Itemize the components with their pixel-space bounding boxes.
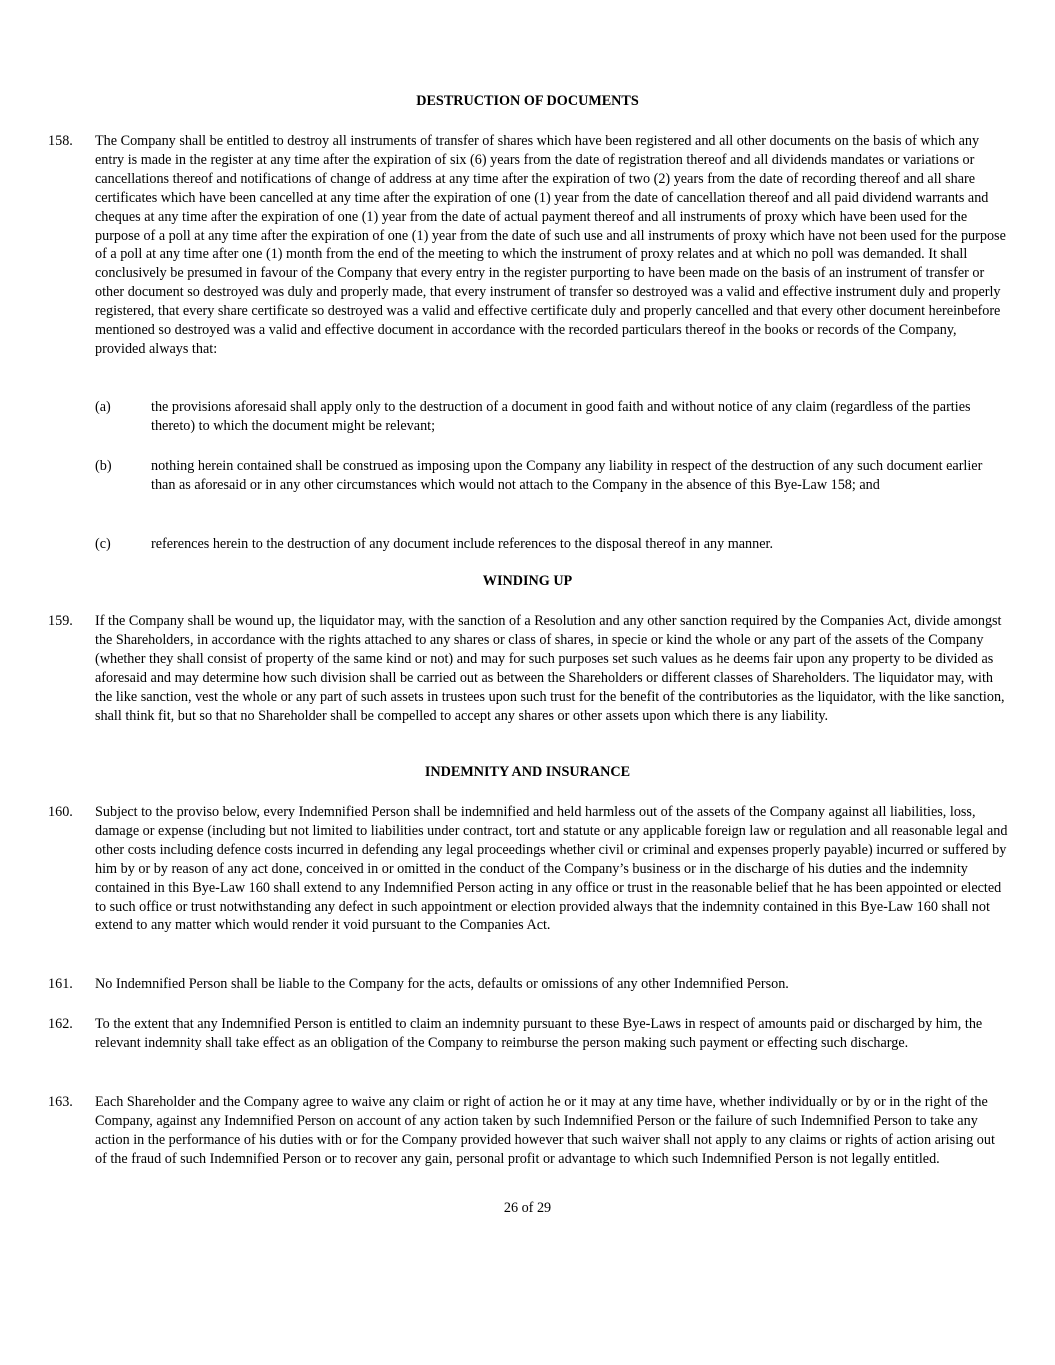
paragraph-number: 162. [48,1016,73,1032]
paragraph-text: No Indemnified Person shall be liable to the Company for the acts, defaults or omissions of any other Indemnified Person. [95,976,789,992]
heading-indemnity-and-insurance: INDEMNITY AND INSURANCE [424,764,631,780]
paragraph-text: If the Company shall be wound up, the liquidator may, with the sanction of a Resolution and any other sanction required by the Companies Act, divide amongst the Shareholders, in accordance with the rights attached to any shares or class of shares, in specie or kind the whole or any part of the assets of the Company (whether they shall consist of property of the same kind or not) and may for such purposes set such values as he deems fair upon any property to be divided as aforesaid and may determine how such division shall be carried out as between the Shareholders or different classes of Shareholders. The liquidator may, with the like sanction, vest the whole or any part of such assets in trustees upon such trust for the benefit of the contributories as the liquidator, with the like sanction, shall think fit, but so that no Shareholder shall be compelled to accept any shares or other assets upon which there is any liability. [95,613,1005,724]
subclause-c [95,535,995,554]
paragraph-text: Each Shareholder and the Company agree to waive any claim or right of action he or it may at any time have, whether individually or by or in the right of the Company, against any Indemnified Person on account of any action taken by such Indemnified Person or the failure of such Indemnified Person to take any action in the performance of his duties with or for the Company provided however that such waiver shall not apply to any claims or rights of action arising out of the fraud of such Indemnified Person or to recover any gain, personal profit or advantage to which such Indemnified Person is not legally entitled. [95,1094,995,1167]
subclause-text: references herein to the destruction of any document include references to the disposal thereof in any manner. [151,536,774,552]
paragraph-number: 161. [48,976,73,992]
paragraph-number: 163. [48,1094,73,1110]
subclause-label: (b) [95,458,112,474]
subclause-text: the provisions aforesaid shall apply only to the destruction of a document in good faith and without notice of any claim (regardless of the parties thereto) to which the document might be relevant; [151,399,971,434]
page-number: 26 of 29 [503,1200,552,1216]
paragraph-162 [48,1015,1008,1053]
paragraph-160 [48,803,1008,935]
paragraph-158 [48,132,1008,359]
paragraph-number: 158. [48,133,73,149]
paragraph-text: To the extent that any Indemnified Person is entitled to claim an indemnity pursuant to these Bye-Laws in respect of amounts paid or discharged by him, the relevant indemnity shall take effect as an obligation of the Company to reimburse the person making such payment or effecting such discharge. [95,1016,983,1051]
paragraph-161 [48,975,1008,994]
subclause-text: nothing herein contained shall be construed as imposing upon the Company any liability in respect of the destruction of any such document earlier than as aforesaid or in any other circumstances which would not attach to the Company in the absence of this Bye-Law 158; and [151,458,983,493]
paragraph-159 [48,612,1008,725]
heading-destruction-of-documents: DESTRUCTION OF DOCUMENTS [416,93,639,109]
subclause-b [95,457,995,495]
paragraph-text: Subject to the proviso below, every Indemnified Person shall be indemnified and held harmless out of the assets of the Company against all liabilities, loss, damage or expense (including but not limited to liabilities under contract, tort and statute or any applicable foreign law or regulation and all reasonable legal and other costs including defence costs incurred in defending any legal proceedings whether civil or criminal and expenses properly payable) incurred or suffered by him by or by reason of any act done, conceived in or omitted in the conduct of the Company’s business or in the discharge of his duties and the indemnity contained in this Bye-Law 160 shall extend to any Indemnified Person acting in any office or trust in the reasonable belief that he has been appointed or elected to such office or trust notwithstanding any defect in such appointment or election provided always that the indemnity contained in this Bye-Law 160 shall not extend to any matter which would render it void pursuant to the Companies Act. [95,804,1008,934]
heading-winding-up: WINDING UP [482,573,573,589]
paragraph-number: 160. [48,804,73,820]
subclause-a [95,398,995,436]
subclause-label: (c) [95,536,111,552]
paragraph-text: The Company shall be entitled to destroy all instruments of transfer of shares which have been registered and all other documents on the basis of which any entry is made in the register at any time after the expiration of six (6) years from the date of registration thereof and all dividends mandates or variations or cancellations thereof and notifications of change of address at any time after the expiration of two (2) years from the date of recording thereof and all share certificates which have been cancelled at any time after the expiration of one (1) year from the date of cancellation thereof and all paid dividend warrants and cheques at any time after the expiration of one (1) year from the date of actual payment thereof and all instruments of proxy which have been used for the purpose of a poll at any time after the expiration of one (1) year from the date of such use and all instruments of proxy which have not been used for the purpose of a poll at any time after one (1) month from the end of the meeting to which the instrument of proxy relates and at which no poll was demanded. It shall conclusively be presumed in favour of the Company that every entry in the register purporting to have been made on the basis of an instrument of transfer or other document so destroyed was duly and properly made, that every instrument of transfer so destroyed was a valid and effective instrument duly and properly registered, that every share certificate so destroyed was a valid and effective certificate duly and properly cancelled and that every other document hereinbefore mentioned so destroyed was a valid and effective document in accordance with the recorded particulars thereof in the books or records of the Company, provided always that: [95,133,1006,357]
paragraph-163 [48,1093,1008,1169]
subclause-label: (a) [95,399,111,415]
paragraph-number: 159. [48,613,73,629]
